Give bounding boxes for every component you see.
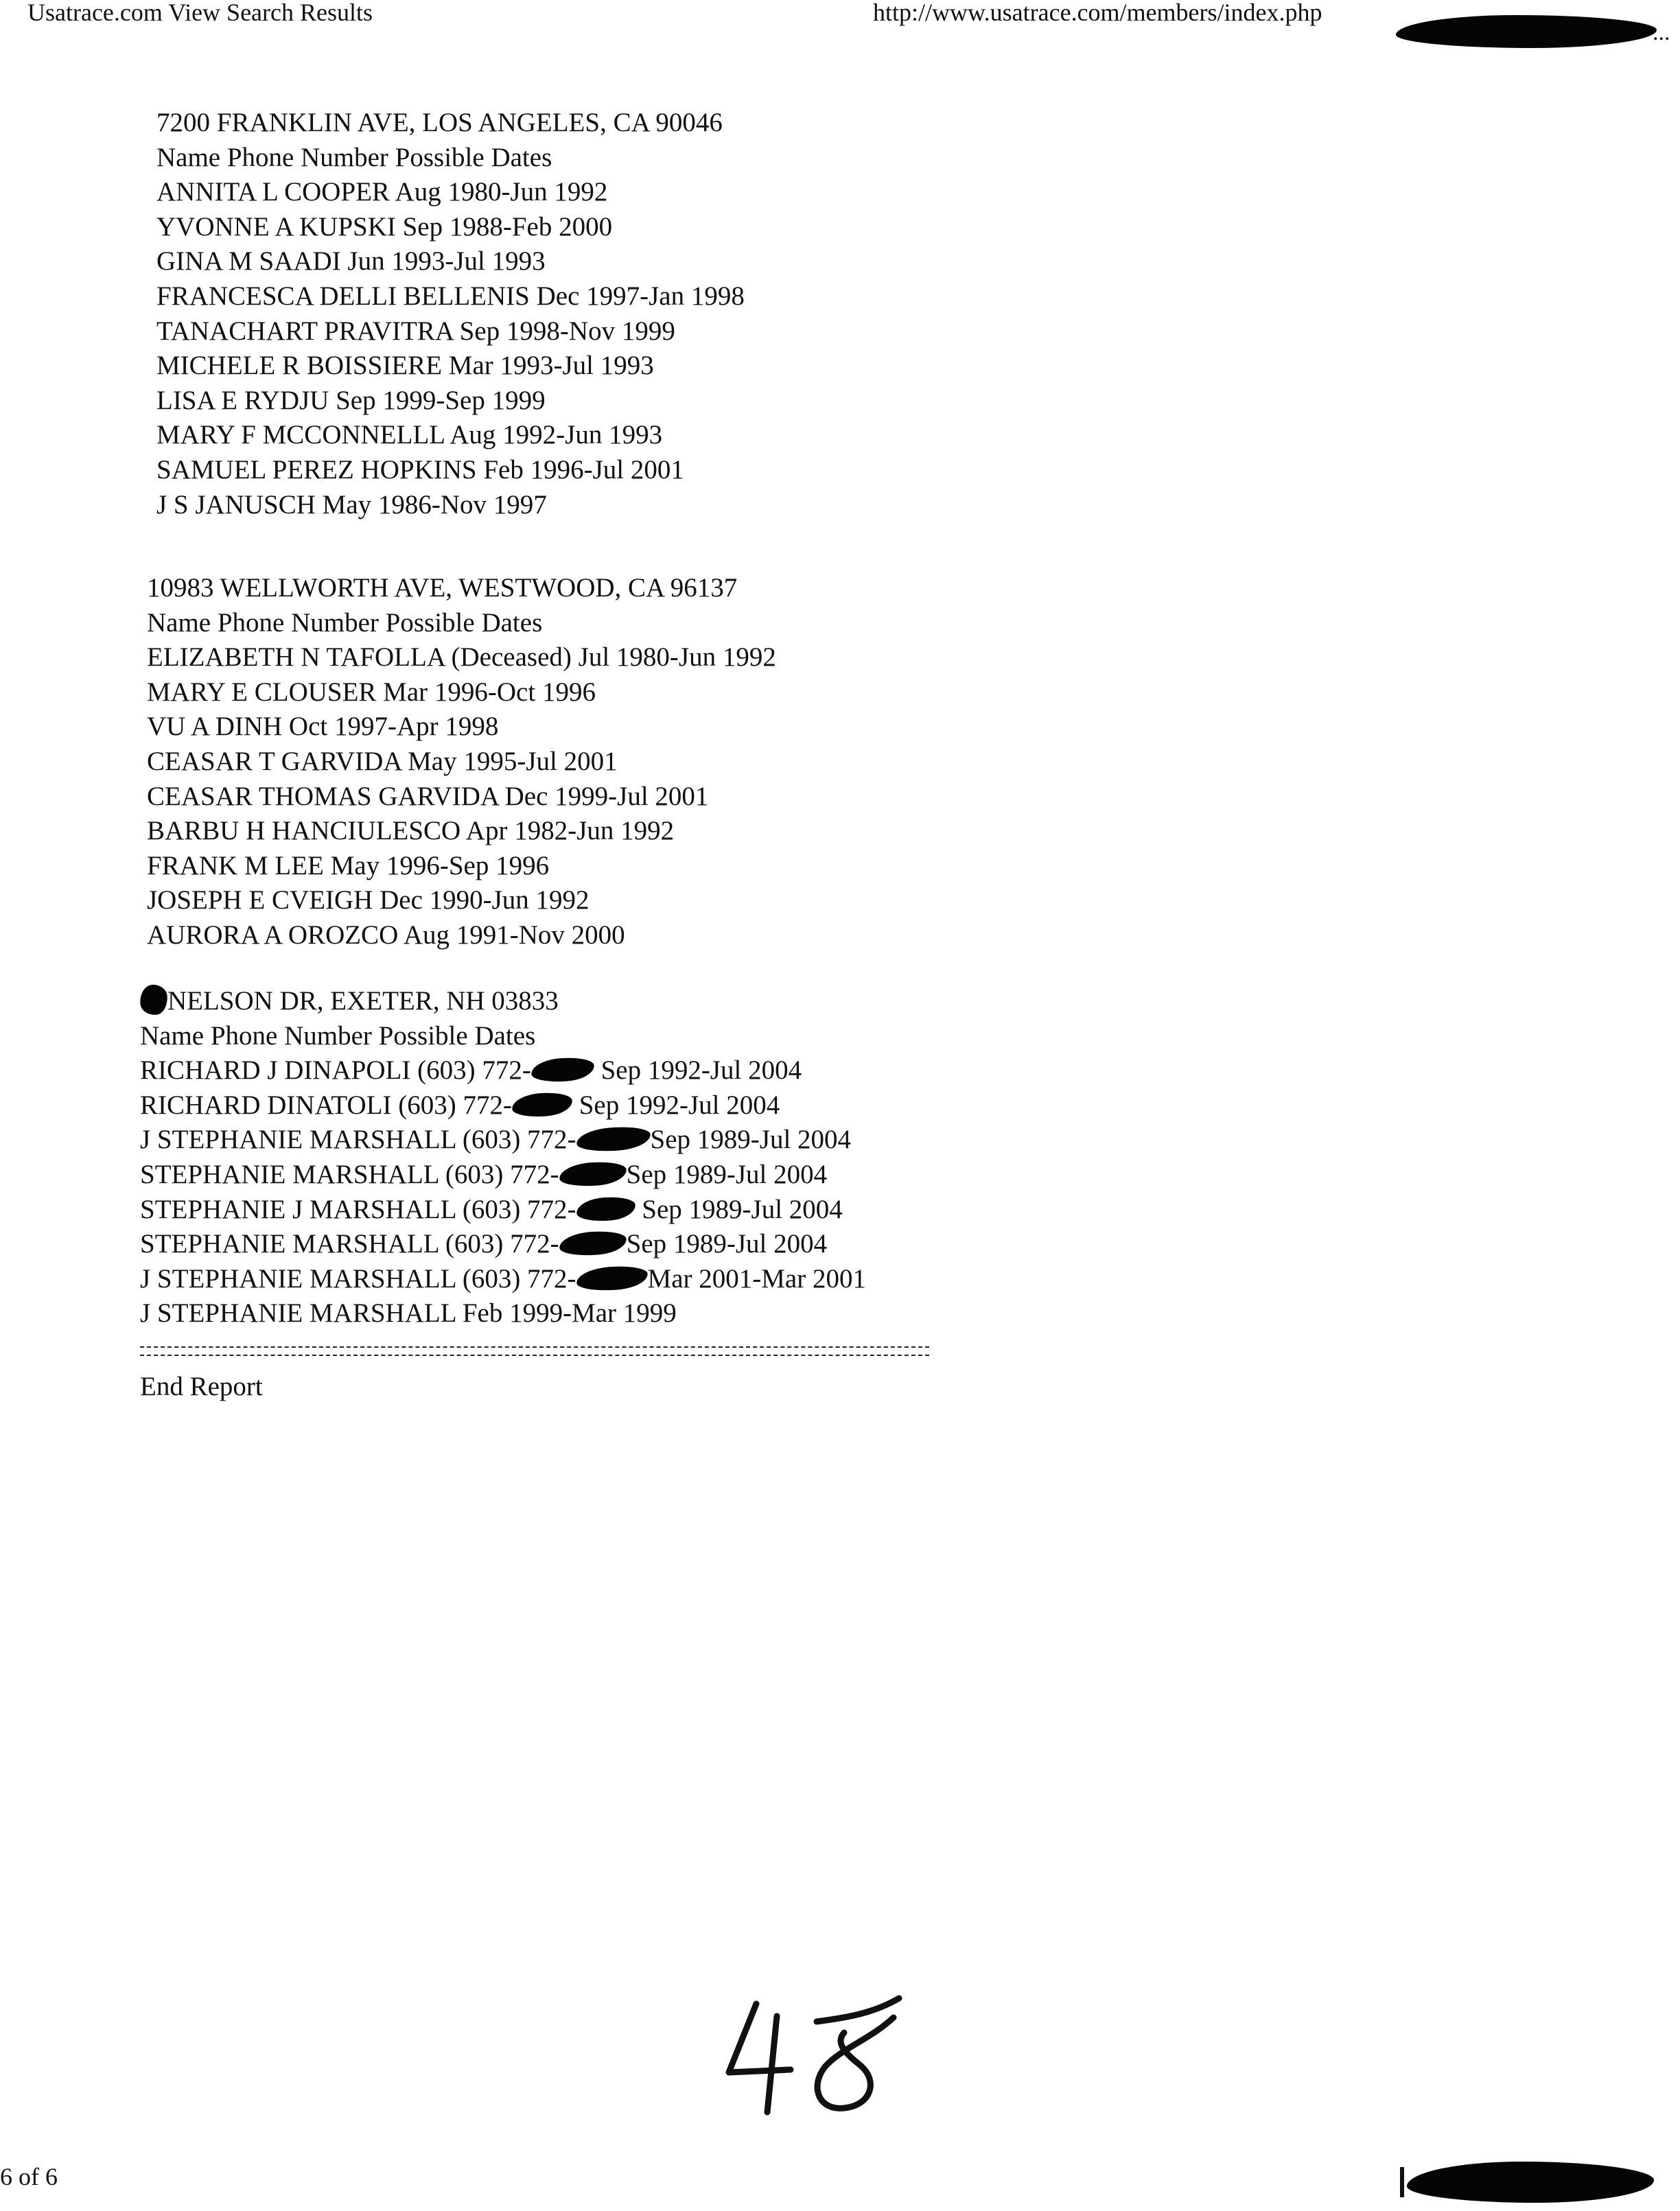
url-ellipsis: ...: [1653, 20, 1670, 45]
resident-row: GINA M SAADI Jun 1993-Jul 1993: [156, 246, 546, 277]
resident-row: J S JANUSCH May 1986-Nov 1997: [156, 489, 547, 519]
resident-row: ELIZABETH N TAFOLLA (Deceased) Jul 1980-Jun 1992: [147, 642, 776, 672]
handwritten-page-number: [714, 1990, 920, 2127]
resident-row: CEASAR T GARVIDA May 1995-Jul 2001: [147, 746, 618, 776]
resident-text: J STEPHANIE MARSHALL (603) 772-: [140, 1125, 576, 1155]
column-header: Name Phone Number Possible Dates: [147, 607, 543, 637]
resident-row: SAMUEL PEREZ HOPKINS Feb 1996-Jul 2001: [156, 454, 684, 484]
redaction-mark: [559, 1160, 627, 1189]
resident-row: J STEPHANIE MARSHALL Feb 1999-Mar 1999: [140, 1298, 677, 1329]
resident-text: STEPHANIE MARSHALL (603) 772-: [140, 1159, 559, 1189]
resident-row: ANNITA L COOPER Aug 1980-Jun 1992: [156, 177, 608, 207]
resident-row: TANACHART PRAVITRA Sep 1998-Nov 1999: [156, 316, 675, 346]
address-section-1: [156, 106, 745, 522]
column-header: Name Phone Number Possible Dates: [140, 1020, 536, 1051]
footer-mark: [1400, 2167, 1404, 2197]
resident-dates: Mar 2001-Mar 2001: [647, 1263, 866, 1294]
resident-row: [140, 1053, 866, 1088]
resident-text: STEPHANIE J MARSHALL (603) 772-: [140, 1194, 576, 1224]
address-section-2: [147, 571, 776, 953]
redaction-mark: [559, 1230, 627, 1258]
end-report-label: End Report: [140, 1372, 263, 1401]
resident-row: MICHELE R BOISSIERE Mar 1993-Jul 1993: [156, 351, 654, 381]
redaction-mark: [1407, 2162, 1654, 2203]
page-header-url: http://www.usatrace.com/members/index.php: [873, 0, 1322, 26]
redaction-mark: [530, 1056, 595, 1084]
page-header-title: Usatrace.com View Search Results: [27, 0, 373, 26]
address-line: 7200 FRANKLIN AVE, LOS ANGELES, CA 90046: [156, 108, 723, 137]
report-divider: [140, 1346, 929, 1356]
resident-row: BARBU H HANCIULESCO Apr 1982-Jun 1992: [147, 816, 675, 846]
resident-row: [140, 1088, 866, 1123]
redaction-mark: [575, 1195, 635, 1223]
address-line: [140, 984, 866, 1019]
resident-row: AURORA A OROZCO Aug 1991-Nov 2000: [147, 920, 625, 950]
redaction-mark: [575, 1125, 651, 1154]
redaction-mark: [1396, 15, 1657, 48]
address-text: NELSON DR, EXETER, NH 03833: [167, 986, 559, 1016]
redaction-mark: [139, 984, 169, 1016]
address-section-3: [140, 984, 866, 1331]
resident-row: FRANK M LEE May 1996-Sep 1996: [147, 850, 550, 880]
resident-row: VU A DINH Oct 1997-Apr 1998: [147, 712, 499, 742]
redaction-mark: [575, 1264, 648, 1292]
resident-row: JOSEPH E CVEIGH Dec 1990-Jun 1992: [147, 885, 590, 915]
resident-dates: Sep 1992-Jul 2004: [572, 1090, 780, 1120]
resident-dates: Sep 1989-Jul 2004: [650, 1125, 852, 1155]
resident-text: RICHARD J DINAPOLI (603) 772-: [140, 1055, 531, 1086]
page-indicator: 6 of 6: [0, 2163, 58, 2190]
resident-row: [140, 1158, 866, 1193]
resident-row: [140, 1193, 866, 1228]
resident-row: LISA E RYDJU Sep 1999-Sep 1999: [156, 385, 546, 415]
resident-row: [140, 1262, 866, 1297]
resident-row: FRANCESCA DELLI BELLENIS Dec 1997-Jan 1998: [156, 281, 745, 311]
resident-dates: Sep 1989-Jul 2004: [626, 1159, 828, 1189]
resident-text: J STEPHANIE MARSHALL (603) 772-: [140, 1263, 576, 1294]
resident-dates: Sep 1992-Jul 2004: [594, 1055, 802, 1086]
resident-row: [140, 1227, 866, 1262]
resident-row: MARY E CLOUSER Mar 1996-Oct 1996: [147, 677, 596, 707]
resident-row: YVONNE A KUPSKI Sep 1988-Feb 2000: [156, 211, 613, 242]
resident-row: [140, 1123, 866, 1158]
resident-row: CEASAR THOMAS GARVIDA Dec 1999-Jul 2001: [147, 781, 709, 811]
column-header: Name Phone Number Possible Dates: [156, 142, 552, 172]
resident-row: MARY F MCCONNELLL Aug 1992-Jun 1993: [156, 420, 663, 450]
address-line: 10983 WELLWORTH AVE, WESTWOOD, CA 96137: [147, 573, 738, 603]
resident-text: STEPHANIE MARSHALL (603) 772-: [140, 1229, 559, 1259]
redaction-mark: [511, 1091, 573, 1119]
resident-text: RICHARD DINATOLI (603) 772-: [140, 1090, 512, 1120]
resident-dates: Sep 1989-Jul 2004: [626, 1229, 828, 1259]
resident-dates: Sep 1989-Jul 2004: [635, 1194, 843, 1224]
